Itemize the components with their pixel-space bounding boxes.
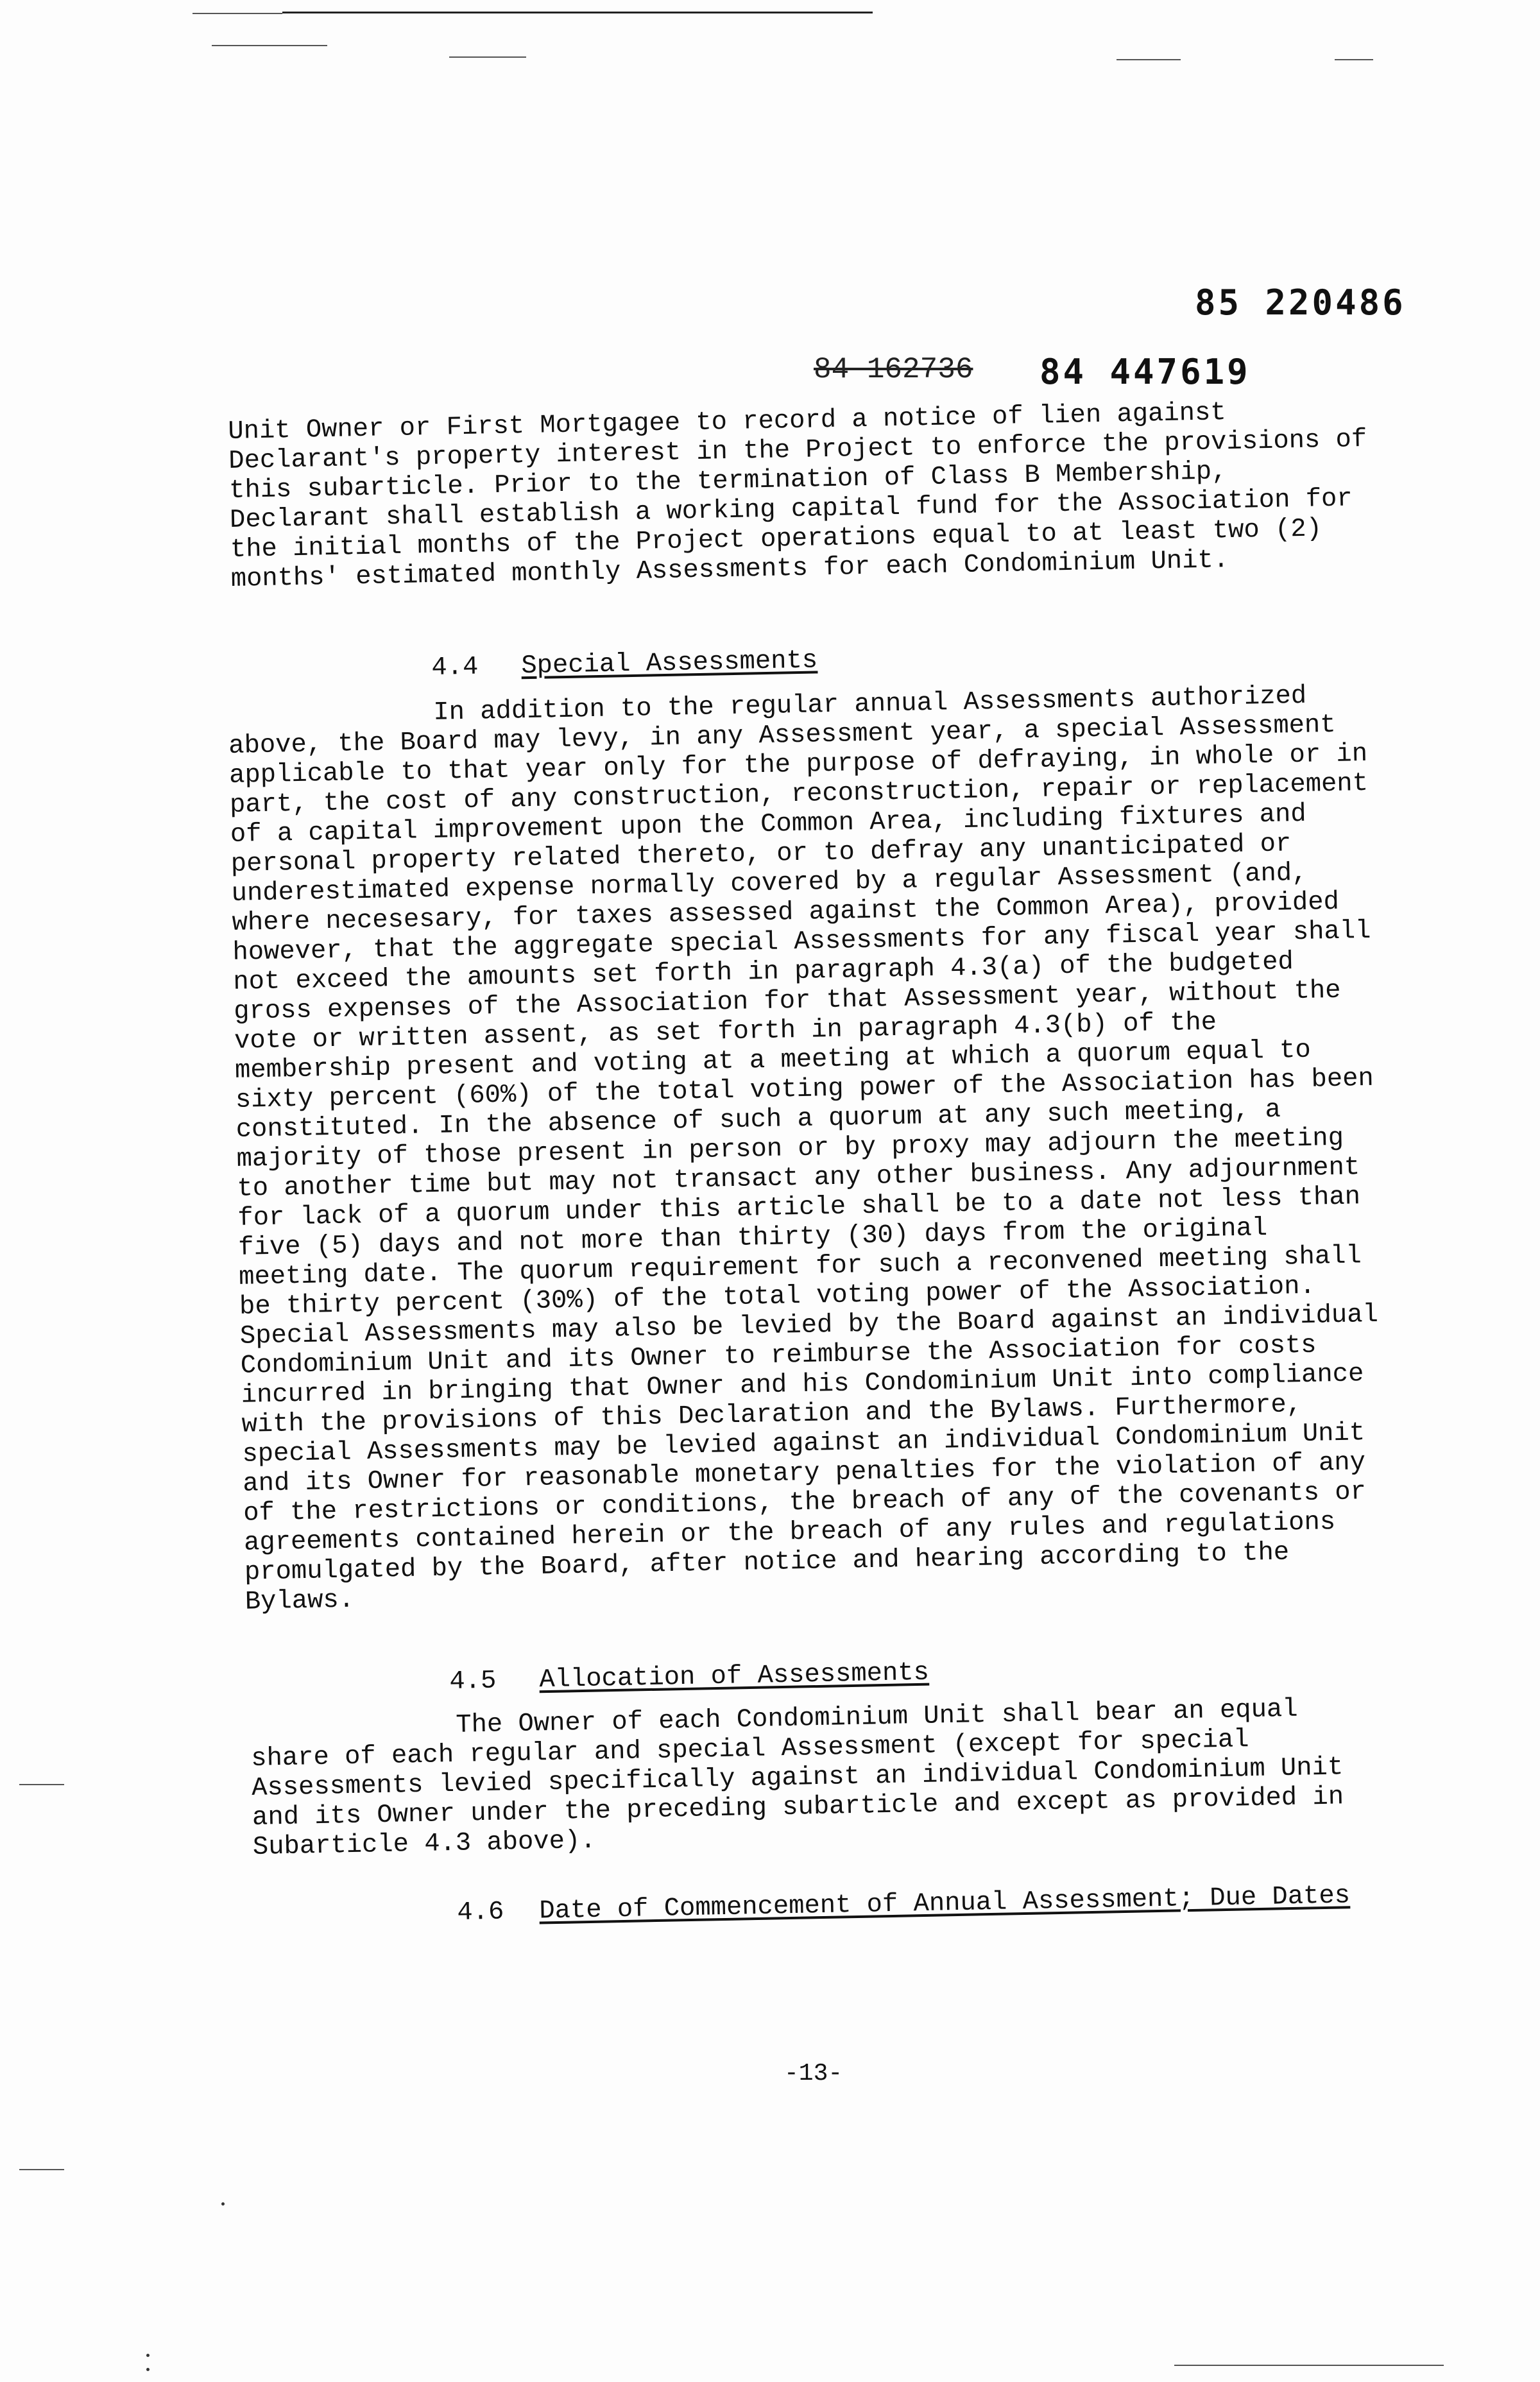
section-heading-4-6 bbox=[457, 1880, 1438, 1928]
recording-number-primary: 85 220486 bbox=[1195, 282, 1406, 323]
scan-artifact-left-mark-2 bbox=[19, 2169, 64, 2170]
section-heading-4-4 bbox=[431, 646, 818, 683]
scan-artifact-top-rule-faint bbox=[193, 13, 282, 14]
scan-artifact-rule-3 bbox=[449, 56, 526, 58]
scan-artifact-rule-4 bbox=[1116, 59, 1181, 60]
scan-speck bbox=[221, 2202, 225, 2206]
section-number: 4.4 bbox=[431, 652, 479, 683]
page-number: -13- bbox=[784, 2060, 843, 2087]
section-body-4-5: The Owner of each Condominium Unit shall bear an equal share of each regular and special Assessment (except for special Assessments levied specifically against an individual Condominium Unit and its Owner under the preceding subarticle and except as provided in Subarticle 4.3 above). bbox=[250, 1694, 1344, 1862]
scan-artifact-bottom-rule bbox=[1174, 2365, 1444, 2366]
scan-artifact-rule-2 bbox=[212, 45, 327, 46]
recording-number-secondary: 84 447619 bbox=[1040, 352, 1251, 392]
section-title: Allocation of Assessments bbox=[538, 1658, 930, 1695]
section-title: Special Assessments bbox=[520, 646, 818, 681]
section-number: 4.5 bbox=[449, 1666, 497, 1697]
section-title: Date of Commencement of Annual Assessment; Due Dates bbox=[538, 1881, 1351, 1926]
section-body-4-4: In addition to the regular annual Assessments authorized above, the Board may levy, in any Assessment year, a special Assessment applicable to that year only for the purpose of defraying, in whole or in part, the cost of any construction, reconstruction, repair or replacement of a capital improvement upon the Common Area, including fixtures and personal property related thereto, or to defray any unanticipated or underestimated expense normally covered by a regular Assessment (and, where necesesary, for taxes assessed against the Common Area), provided however, that the aggregate special Assessments for any fiscal year shall not exceed the amounts set forth in paragraph 4.3(a) of the budgeted gross expenses of the Association for that Assessment year, without the vote or written assent, as set forth in paragraph 4.3(b) of the membership present and voting at a meeting at which a quorum equal to sixty percent (60%) of the total voting power of the Association has been constituted. In the absence of such a quorum at any such meeting, a majority of those present in person or by proxy may adjourn the meeting to another time but may not transact any other business. Any adjournment for lack of a quorum under this article shall be to a date not less than five (5) days and not more than thirty (30) days from the original meeting date. The quorum requirement for such a reconvened meeting shall be thirty percent (30%) of the total voting power of the Association. Special Assessments may also be levied by the Board against an individual Condominium Unit and its Owner to reimburse the Association for costs incurred in bringing that Owner and his Condominium Unit into compliance with the provisions of this Declaration and the Bylaws. Furthermore, special Assessments may be levied against an individual Condominium Unit and its Owner for reasonable monetary penalties for the violation of any of the restrictions or conditions, the breach of any of the covenants or agreements contained herein or the breach of any rules and regulations promulgated by the Board, after notice and hearing according to the Bylaws. bbox=[228, 681, 1379, 1617]
scan-artifact-left-mark bbox=[19, 1784, 64, 1785]
scan-speck bbox=[146, 2354, 150, 2357]
section-number: 4.6 bbox=[457, 1897, 504, 1928]
continued-paragraph: Unit Owner or First Mortgagee to record a notice of lien against Declarant's property interest in the Project to enforce the provisions of this subarticle. Prior to the termination of Class B Membership, Declarant shall establish a working capital fund for the Association for the initial months of the Project operations equal to at least two (2) months' estimated monthly Assessments for each Condominium Unit. bbox=[228, 398, 1367, 594]
scan-artifact-top-rule bbox=[282, 12, 873, 13]
scan-artifact-rule-5 bbox=[1335, 59, 1373, 60]
recording-number-struck: 84 162736 bbox=[814, 353, 973, 386]
section-heading-4-5 bbox=[449, 1658, 929, 1697]
scan-speck bbox=[146, 2368, 150, 2371]
